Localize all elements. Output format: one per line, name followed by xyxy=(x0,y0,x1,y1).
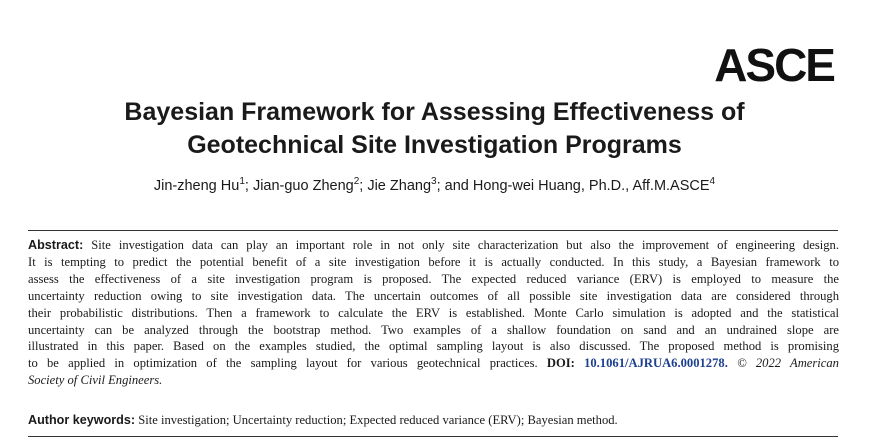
doi-link[interactable]: 10.1061/AJRUA6.0001278. xyxy=(584,356,728,371)
author-list xyxy=(0,176,869,196)
abstract-top-rule xyxy=(28,230,838,231)
author-3: Jie Zhang xyxy=(367,178,432,194)
paper-title xyxy=(0,96,869,162)
abstract-line xyxy=(28,372,839,389)
asce-logo xyxy=(712,42,836,86)
abstract-line: uncertainty can be analyzed through the bootstrap method. Two examples of a shallow foundation on sand and an undrained slope are xyxy=(28,322,839,337)
author-1-affiliation: 1 xyxy=(239,176,245,187)
author-separator: ; xyxy=(244,178,253,194)
title-line-1: Bayesian Framework for Assessing Effectiveness of xyxy=(124,98,745,126)
author-3-affiliation: 3 xyxy=(431,176,437,187)
keywords-label: Author keywords: xyxy=(28,413,136,427)
title-line-2: Geotechnical Site Investigation Programs xyxy=(187,131,682,159)
abstract-line: illustrated in this paper. Based on the examples studied, the optimal sampling layout is also discussed. The proposed method is promising xyxy=(28,339,839,354)
abstract-line: to be applied in optimization of the sampling layout for various geotechnical practices. DOI: 10.1061/AJRUA6.0001278. © 2022 American xyxy=(28,356,839,371)
abstract-line: It is tempting to predict the potential benefit of a site investigation before it is actually conducted. In this study, a Bayesian framework to xyxy=(28,254,839,269)
abstract-line: assess the effectiveness of a site investigation program is proposed. The expected reduced variance (ERV) is employed to measure the xyxy=(28,271,839,286)
author-2-affiliation: 2 xyxy=(353,176,360,187)
author-keywords xyxy=(28,412,839,429)
abstract-line: their probabilistic distributions. Then a framework to calculate the ERV is established. Monte Carlo simulation is adopted and the statistical xyxy=(28,305,839,320)
abstract-line: uncertainty reduction owing to site investigation data. The uncertain outcomes of all possible site investigation data are considered through xyxy=(28,288,839,303)
asce-logo-text: ASCE xyxy=(714,42,834,86)
abstract-block xyxy=(28,237,839,389)
author-separator: ; xyxy=(359,178,368,194)
doi-label: DOI: xyxy=(546,356,575,371)
keywords-text: Site investigation; Uncertainty reduction; Expected reduced variance (ERV); Bayesian method. xyxy=(138,413,618,427)
author-2: Jian-guo Zheng xyxy=(252,178,354,194)
author-4: Hong-wei Huang, Ph.D., Aff.M.ASCE xyxy=(472,178,710,194)
keywords-bottom-rule xyxy=(28,436,838,437)
copyright-text: © 2022 American xyxy=(737,356,839,371)
abstract-line: Abstract: Site investigation data can play an important role in not only site characterization but also the improvement of engineering design. xyxy=(28,238,839,252)
abstract-label: Abstract: xyxy=(28,238,84,252)
asce-logo-icon xyxy=(712,42,836,86)
author-4-affiliation: 4 xyxy=(709,176,716,187)
author-separator: ; and xyxy=(436,178,473,194)
copyright-text: Society of Civil Engineers. xyxy=(28,373,163,388)
author-1: Jin-zheng Hu xyxy=(153,178,240,194)
